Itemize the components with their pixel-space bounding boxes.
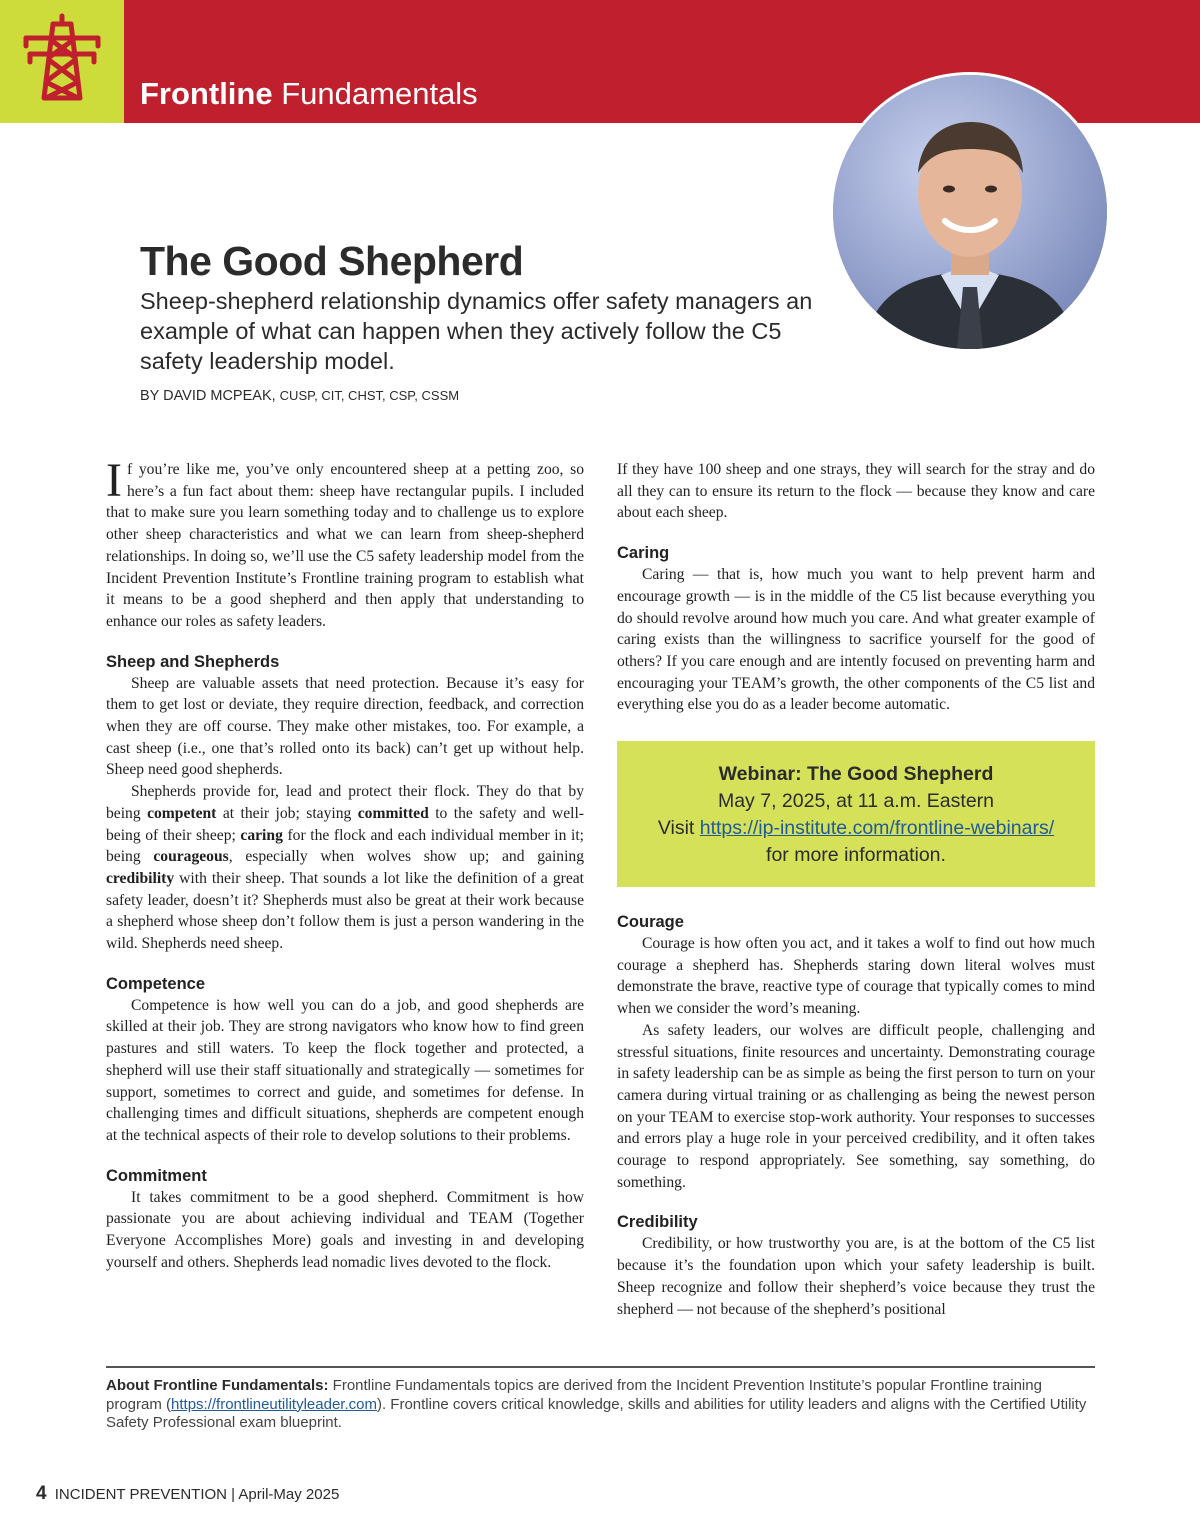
issue-date: April-May 2025 xyxy=(238,1486,340,1503)
intro-text: f you’re like me, you’ve only encountered sheep at a petting zoo, so here’s a fun fact about them: sheep have rectangular pupils. I included that to make sure you learn something today and to challenge us to explore other sheep characteristics and what we can learn from sheep-shepherd relationships. In doing so, we’ll use the C5 safety leadership model from the Incident Prevention Institute’s Frontline training program to establish what it means to be a good shepherd and then apply that understanding to enhance our roles as safety leaders. xyxy=(106,461,584,630)
bold-committed: committed xyxy=(357,804,429,822)
page-number: 4 xyxy=(36,1483,47,1504)
about-label: About Frontline Fundamentals: xyxy=(106,1377,329,1394)
transmission-tower-icon xyxy=(20,12,104,104)
heading-sheep-and-shepherds: Sheep and Shepherds xyxy=(106,652,280,671)
heading-competence: Competence xyxy=(106,974,206,993)
commitment-continued: If they have 100 sheep and one strays, they will search for the stray and do all they can to ensure its return to the flock — because they know and care about each sheep. xyxy=(617,461,1095,522)
byline-credentials: CUSP, CIT, CHST, CSP, CSSM xyxy=(279,388,460,403)
credibility-paragraph: Credibility, or how trustworthy you are, is at the bottom of the C5 list because it’s the foundation upon which your safety leadership is built. Sheep recognize and follow their shepherd’s voice because they trust the shepherd — not because of the shepherd’s positional xyxy=(617,1235,1095,1318)
text-run: with their sheep. That sounds a lot like the definition of a great safety leader, doesn’t it? Shepherds must also be great at their work because a shepherd whose sheep don’t follow them is just a person wandering in the wild. Shepherds need sheep. xyxy=(106,869,584,953)
webinar-title: Webinar: The Good Shepherd xyxy=(718,763,994,786)
bold-courageous: courageous xyxy=(153,848,229,866)
footer-separator: | xyxy=(231,1486,236,1503)
courage-paragraph-1: Courage is how often you act, and it takes a wolf to find out how much courage a shepherd has. Shepherds staring down literal wolves must demonstrate the brave, reactive type of courage that typically comes to mind when we consider the word’s meaning. xyxy=(617,935,1095,1018)
webinar-visit-label: Visit xyxy=(657,817,695,840)
logo-block xyxy=(0,0,124,123)
bold-competent: competent xyxy=(147,804,217,822)
heading-courage: Courage xyxy=(617,913,684,932)
byline-name: BY DAVID MCPEAK, xyxy=(140,388,276,404)
section-title xyxy=(140,74,478,114)
about-divider xyxy=(106,1366,1095,1368)
webinar-more: for more information. xyxy=(766,844,946,867)
about-link[interactable]: https://frontlineutilityleader.com xyxy=(171,1395,377,1413)
about-frontline xyxy=(106,1377,1095,1433)
section-title-bold: Frontline xyxy=(140,76,273,111)
text-run: to the safety and well-being of their sheep; xyxy=(106,804,584,844)
webinar-link[interactable]: https://ip-institute.com/frontline-webinars/ xyxy=(699,817,1055,840)
caring-paragraph: Caring — that is, how much you want to help prevent harm and encourage growth — is in the middle of the C5 list because everything you do should revolve around how much you care. And what greater example of caring exists than the willingness to sacrifice yourself for the good of others? If you care enough and are intently focused on preventing harm and encouraging your TEAM’s growth, the other components of the C5 list and everything else you do as a leader become automatic. xyxy=(617,566,1095,714)
sheep-paragraph-1: Sheep are valuable assets that need protection. Because it’s easy for them to get lost or deviate, they require direction, feedback, and correction when they are off course. They make other mistakes, too. For example, a cast sheep (i.e., one that’s rolled onto its back) can’t get up without help. Sheep need good shepherds. xyxy=(106,674,584,779)
bold-credibility: credibility xyxy=(106,869,175,887)
heading-caring: Caring xyxy=(617,544,670,563)
intro-paragraph xyxy=(106,454,584,633)
right-column xyxy=(617,459,1095,1320)
left-column xyxy=(106,454,585,1274)
page-footer xyxy=(36,1484,339,1505)
author-photo xyxy=(830,72,1110,352)
competence-paragraph: Competence is how well you can do a job, and good shepherds are skilled at their job. They are strong navigators who know how to find green pastures and still waters. To keep the flock together and protected, a shepherd will use their staff situationally and strategically — sometimes for support, sometimes to correct and guide, and sometimes for defense. In challenging times and difficult situations, shepherds are competent enough at the technical aspects of their role to develop solutions to their problems. xyxy=(106,996,584,1144)
sheep-paragraph-2 xyxy=(106,781,584,955)
text-run: at their job; staying xyxy=(216,804,358,822)
about-text-2: ). Frontline covers critical knowledge, skills and abilities for utility leaders and aligns with the Certified Utility Safety Professional exam blueprint. xyxy=(106,1395,1087,1431)
text-run: Shepherds provide for, lead and protect their flock. They do that by being xyxy=(106,783,584,822)
courage-paragraph-2: As safety leaders, our wolves are difficult people, challenging and stressful situations, finite resources and uncertainty. Demonstrating courage in safety leadership can be as simple as being the first person to turn on your camera during virtual training or as challenging as being the newest person on your TEAM to exercise stop-work authority. Your responses to successes and errors play a huge role in your perceived credibility, and it often takes courage to respond appropriately. See something, say something, do something. xyxy=(617,1021,1095,1191)
webinar-box xyxy=(617,741,1095,887)
article-title: The Good Shepherd xyxy=(140,238,524,284)
publication-name: INCIDENT PREVENTION xyxy=(54,1486,227,1503)
heading-credibility: Credibility xyxy=(617,1213,698,1232)
webinar-date: May 7, 2025, at 11 a.m. Eastern xyxy=(717,790,995,813)
article-deck: Sheep-shepherd relationship dynamics offer safety managers an example of what can happen when they actively follow the C5 safety leadership model. xyxy=(140,288,813,374)
commitment-paragraph: It takes commitment to be a good shepherd. Commitment is how passionate you are about achieving individual and TEAM (Together Everyone Accomplishes More) goals and investing in and developing yourself and others. Shepherds lead nomadic lives devoted to the flock. xyxy=(106,1188,584,1271)
text-run: for the flock and each individual member in it; being xyxy=(106,826,584,866)
bold-caring: caring xyxy=(240,826,283,844)
byline xyxy=(140,386,459,406)
drop-cap: I xyxy=(106,454,122,507)
text-run: , especially when wolves show up; and gaining xyxy=(228,848,585,866)
heading-commitment: Commitment xyxy=(106,1166,207,1185)
webinar-visit-line xyxy=(625,815,1087,842)
about-text-1: Frontline Fundamentals topics are derived from the Incident Prevention Institute’s popular Frontline training program ( xyxy=(106,1377,1042,1413)
section-title-light: Fundamentals xyxy=(281,76,478,111)
